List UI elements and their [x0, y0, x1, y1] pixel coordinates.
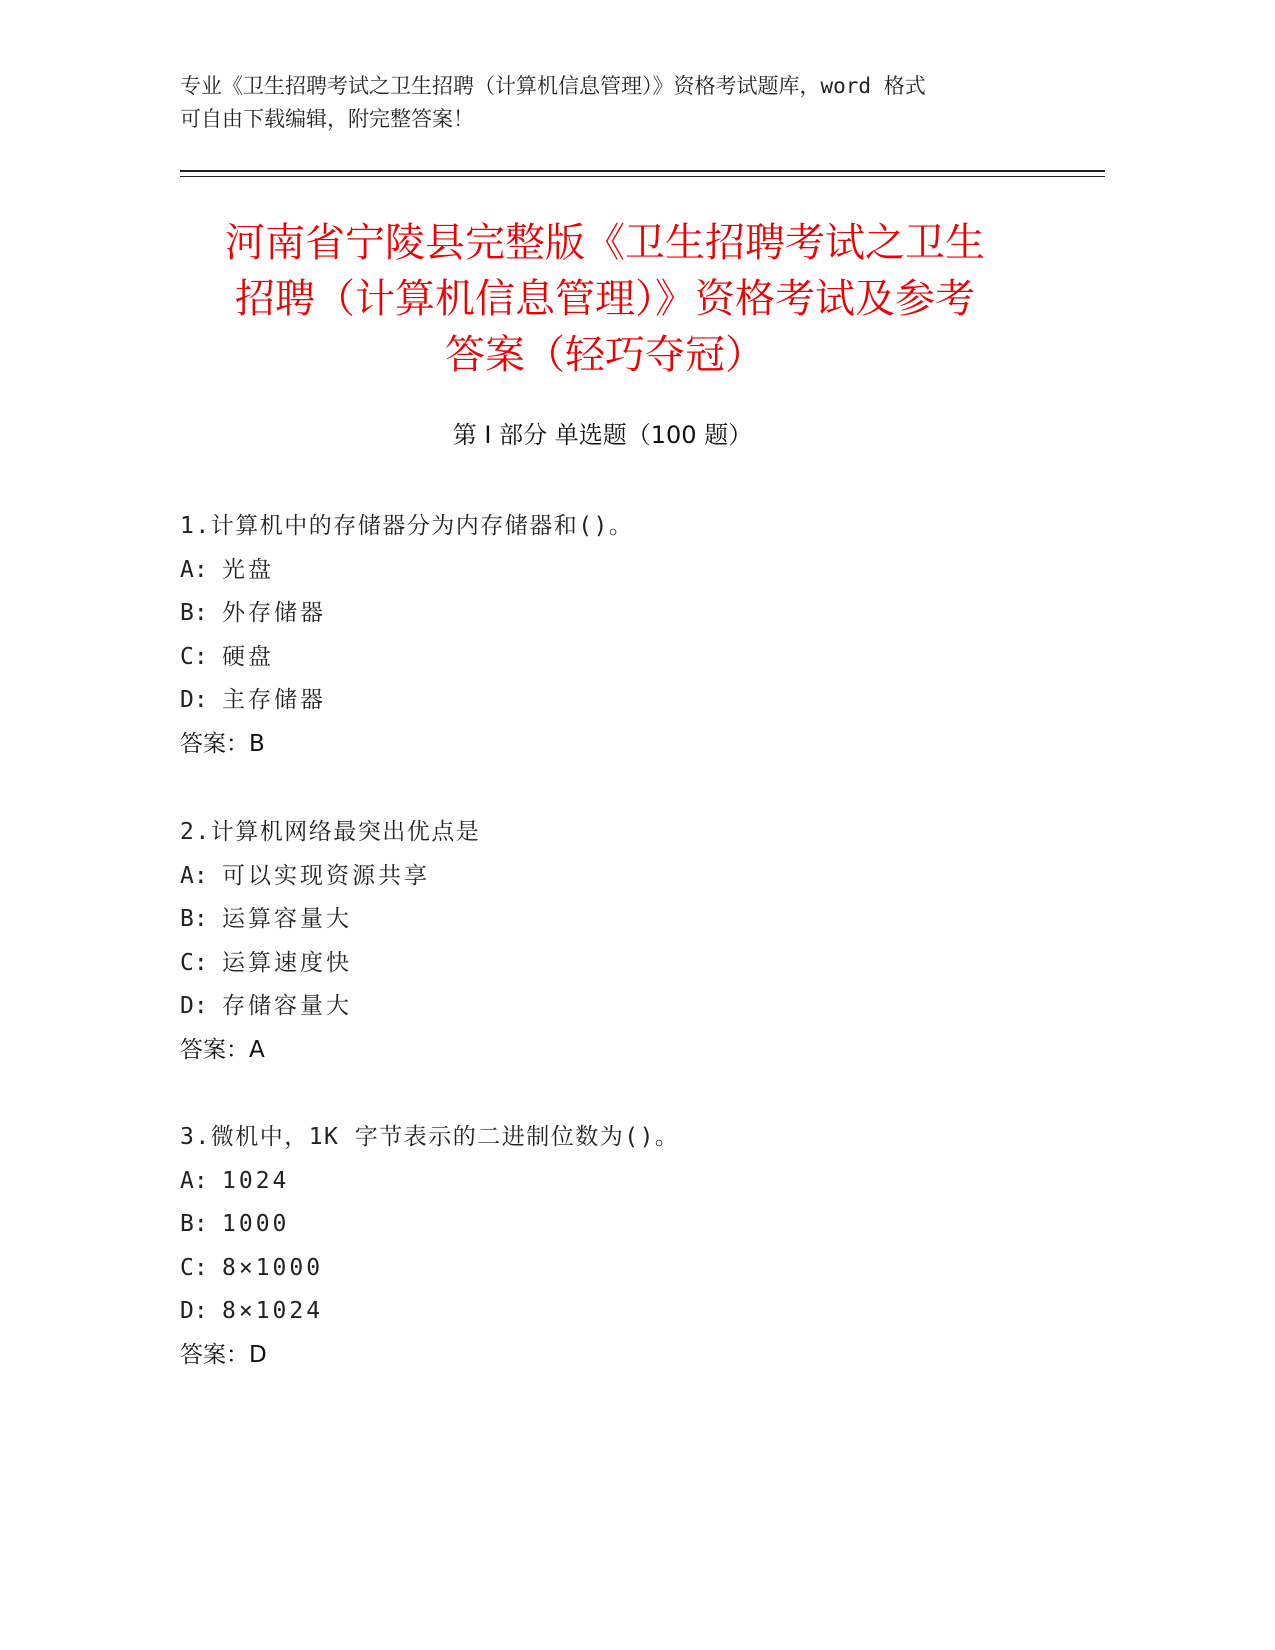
- option-letter: D:: [180, 687, 208, 713]
- header-note-line-1: 专业《卫生招聘考试之卫生招聘（计算机信息管理）》资格考试题库，word 格式: [180, 74, 926, 98]
- option-letter: D:: [180, 993, 208, 1019]
- option-text: 1024: [222, 1167, 290, 1194]
- header-divider-thin: [180, 176, 1105, 177]
- option-d: [180, 1293, 1080, 1337]
- option-text: 外存储器: [222, 600, 326, 626]
- option-text: 1000: [222, 1211, 290, 1237]
- option-d: [180, 682, 1080, 726]
- option-a: [180, 1163, 1080, 1207]
- option-c: [180, 1250, 1080, 1294]
- option-b: [180, 1206, 1080, 1250]
- option-letter: C:: [180, 643, 208, 670]
- option-text: 可以实现资源共享: [222, 862, 430, 889]
- option-a: [180, 858, 1080, 902]
- option-c: [180, 639, 1080, 683]
- option-c: [180, 945, 1080, 989]
- option-text: 运算速度快: [222, 949, 352, 976]
- option-text: 存储容量大: [222, 993, 352, 1019]
- section-heading: 第 I 部分 单选题（100 题）: [452, 421, 753, 449]
- question-stem: 1.计算机中的存储器分为内存储器和()。: [180, 513, 634, 539]
- option-text: 光盘: [222, 556, 274, 583]
- document-title-line-2: 招聘（计算机信息管理）》资格考试及参考: [235, 276, 975, 322]
- question-1: [180, 508, 1080, 762]
- option-text: 硬盘: [222, 643, 274, 670]
- question-stem: 2.计算机网络最突出优点是: [180, 819, 481, 845]
- option-text: 主存储器: [222, 687, 326, 713]
- header-divider-thick: [180, 170, 1105, 172]
- option-letter: B:: [180, 600, 208, 626]
- option-letter: A:: [180, 862, 208, 889]
- option-d: [180, 988, 1080, 1032]
- answer: 答案：D: [180, 1341, 267, 1368]
- header-note-line-2: 可自由下载编辑，附完整答案！: [180, 107, 474, 131]
- question-3: [180, 1119, 1080, 1373]
- option-a: [180, 552, 1080, 596]
- answer: 答案：B: [180, 730, 265, 757]
- option-letter: D:: [180, 1298, 208, 1324]
- option-letter: A:: [180, 1167, 208, 1194]
- answer: 答案：A: [180, 1036, 265, 1063]
- option-letter: C:: [180, 949, 208, 976]
- header-note: [180, 70, 1060, 136]
- option-letter: C:: [180, 1254, 208, 1281]
- option-letter: B:: [180, 906, 208, 932]
- option-b: [180, 901, 1080, 945]
- option-text: 8×1024: [222, 1298, 324, 1324]
- document-title: [170, 215, 1040, 383]
- option-b: [180, 595, 1080, 639]
- option-letter: A:: [180, 556, 208, 583]
- option-text: 8×1000: [222, 1254, 324, 1281]
- option-letter: B:: [180, 1211, 208, 1237]
- document-title-line-3: 答案（轻巧夺冠）: [445, 332, 765, 378]
- option-text: 运算容量大: [222, 906, 352, 932]
- document-title-line-1: 河南省宁陵县完整版《卫生招聘考试之卫生: [225, 220, 985, 266]
- question-2: [180, 814, 1080, 1068]
- question-stem: 3.微机中，1K 字节表示的二进制位数为()。: [180, 1124, 680, 1150]
